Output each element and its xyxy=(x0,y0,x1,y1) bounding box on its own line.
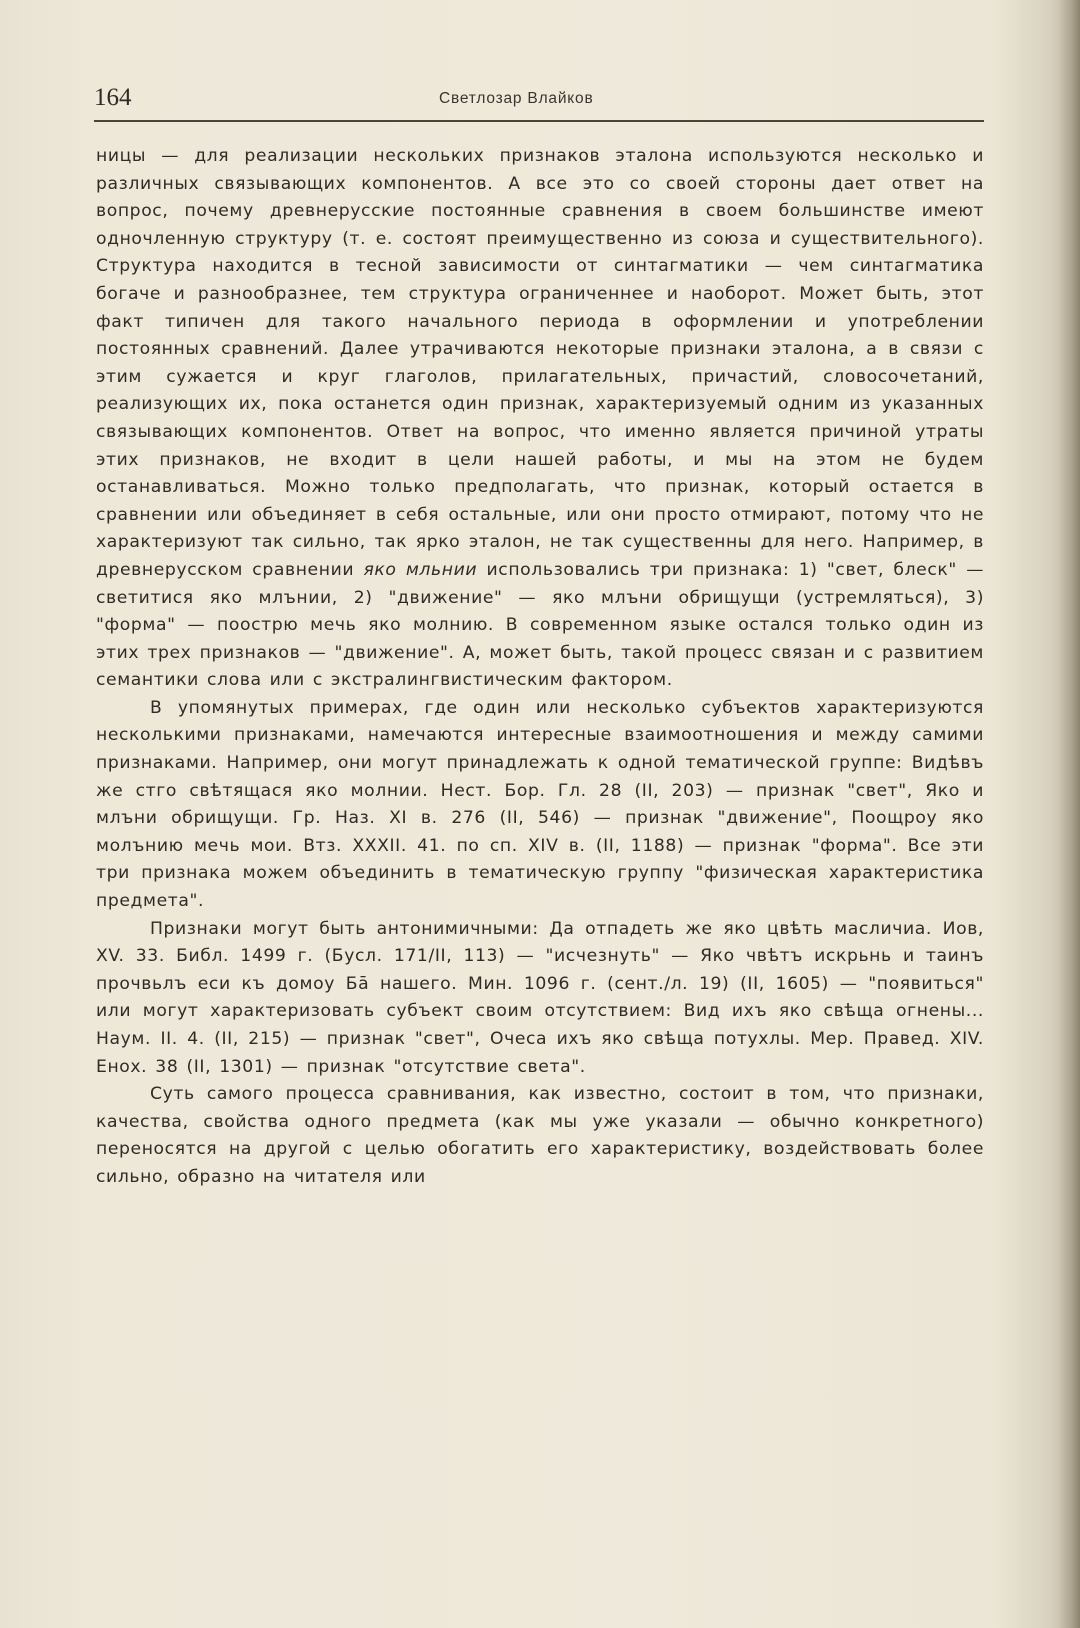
running-head: Светлозар Влайков xyxy=(439,90,594,107)
page-header xyxy=(94,84,984,118)
paragraph-1-text-after: использовались три признака: 1) "свет, блеск" — светитися яко млънии, 2) "движение" — яко млъни обрищущи (устремляться), 3) "форма" — поострю мечь яко молнию. В современном языке остался только один из этих трех признаков — "движение". А, может быть, такой процесс связан и с развитием семантики слова или с экстралингвистическим фактором. xyxy=(96,559,985,691)
header-rule xyxy=(94,120,984,122)
paragraph-1-text-before: ницы — для реализации нескольких признаков эталона используются несколько и различных связывающих компонентов. А все это со своей стороны дает ответ на вопрос, почему древнерусские постоянные сравнения в своем большинстве имеют одночленную структуру (т. е. состоят преимущественно из союза и существительного). Структура находится в тесной зависимости от синтагматики — чем синтагматика богаче и разнообразнее, тем структура ограниченнее и наоборот. Может быть, этот факт типичен для такого начального периода в оформлении и употреблении постоянных сравнений. Далее утрачиваются некоторые признаки эталона, а в связи с этим сужается и круг глаголов, прилагательных, причастий, словосочетаний, реализующих их, пока останется один признак, характеризуемый одним из указанных связывающих компонентов. Ответ на вопрос, что именно является причиной утраты этих признаков, не входит в цели нашей работы, и мы на этом не будем останавливаться. Можно только предполагать, что признак, который остается в сравнении или объединяет в себя остальные, или они просто отмирают, потому что не характеризуют так сильно, так ярко эталон, не так существенны для него. Например, в древнерусском сравнении xyxy=(96,146,984,580)
paragraph-1-italic-phrase: яко мльнии xyxy=(363,559,478,580)
paragraph-2: В упомянутых примерах, где один или несколько субъектов характеризуются несколькими признаками, намечаются интересные взаимоотношения и между самими признаками. Например, они могут принадлежать к одной тематической группе: Видѣвъ же стго свѣтящася яко молнии. Нест. Бор. Гл. 28 (II, 203) — признак "свет", Яко и млъни обрищущи. Гр. Наз. XI в. 276 (II, 546) — признак "движение", Поощроу яко молънию мечь мои. Втз. XXXII. 41. по сп. XIV в. (II, 1188) — признак "форма". Все эти три признака можем объединить в тематическую группу "физическая характеристика предмета". xyxy=(96,697,984,912)
body-text xyxy=(96,143,984,1192)
page-number: 164 xyxy=(94,84,132,111)
paragraph-4: Суть самого процесса сравнивания, как известно, состоит в том, что признаки, качества, свойства одного предмета (как мы уже указали — обычно конкретного) переносятся на другой с целью обогатить его характеристику, воздействовать более сильно, образно на читателя или xyxy=(96,1084,984,1187)
spine-shadow xyxy=(1058,0,1080,1628)
paragraph-1 xyxy=(96,143,984,695)
paragraph-3: Признаки могут быть антонимичными: Да отпадеть же яко цвѣть масличиа. Иов, XV. 33. Библ. 1499 г. (Бусл. 171/II, 113) — "исчезнуть" — Яко чвѣтъ искрьнь и таинъ прочвьлъ еси къ домоу Бā нашего. Мин. 1096 г. (сент./л. 19) (II, 1605) — "появиться" или могут характеризовать субъект своим отсутствием: Вид ихъ яко свѣща огнены... Наум. II. 4. (II, 215) — признак "свет", Очеса ихъ яко свѣща потухлы. Мер. Правед. XIV. Енох. 38 (II, 1301) — признак "отсутствие света". xyxy=(96,918,984,1077)
